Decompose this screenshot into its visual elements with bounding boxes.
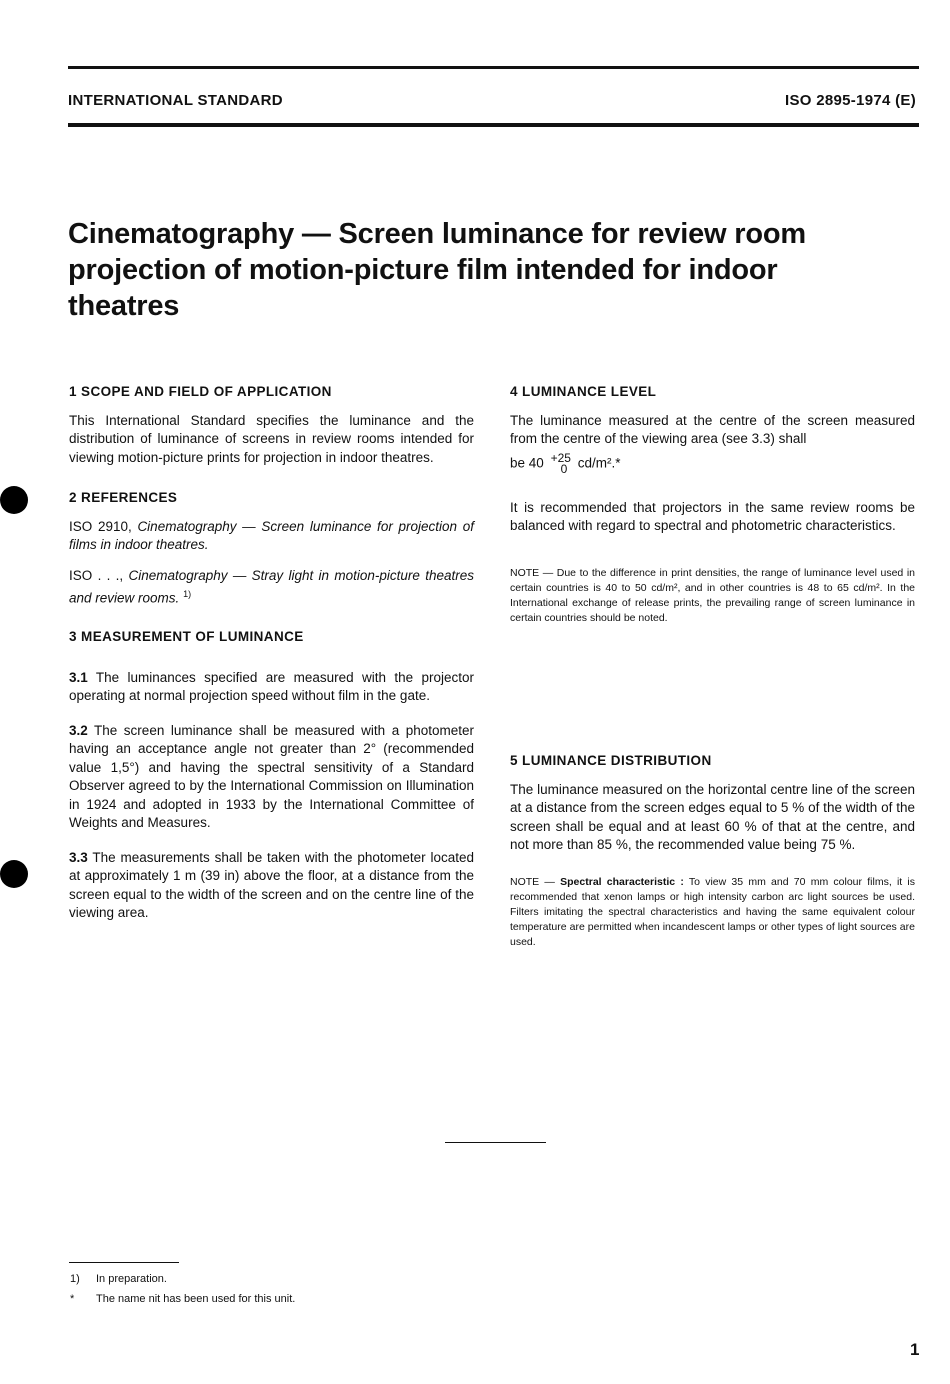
tolerance: [550, 450, 571, 476]
section-4-note: NOTE — Due to the difference in print densities, the range of luminance level used in certain countries is 40 to 50 cd/m², and in other countries is 48 to 65 cd/m². In the International exchange of release prints, the prevailing range of screen luminance in certain countries should be noted.: [510, 566, 915, 624]
left-column: [69, 383, 474, 923]
section-1-text: This International Standard specifies the luminance and the distribution of luminance of screens in review rooms intended for viewing motion-picture prints for projection in indoor theatres.: [69, 412, 474, 465]
luminance-value: [510, 450, 915, 476]
section-3-heading: 3 MEASUREMENT OF LUMINANCE: [69, 629, 304, 644]
paragraph-3-1-number: 3.1: [69, 669, 88, 685]
section-4-recommendation: It is recommended that projectors in the same review rooms be balanced with regard to spectral and photometric characteristics.: [510, 499, 915, 533]
note-prefix: NOTE —: [510, 875, 555, 888]
standard-label: INTERNATIONAL STANDARD: [68, 92, 283, 109]
paragraph-3-2: [69, 722, 474, 833]
section-2-heading: 2 REFERENCES: [69, 490, 178, 505]
paragraph-3-3-number: 3.3: [69, 849, 88, 865]
reference-1-number: ISO 2910,: [69, 518, 132, 534]
section-4-heading: 4 LUMINANCE LEVEL: [510, 384, 657, 399]
header-rule: [68, 123, 919, 127]
right-column: [510, 383, 916, 948]
paragraph-3-2-text: The screen luminance shall be measured with a photometer having an acceptance angle not greater than 2° (recommended value 1,5°) and having the spectral sensitivity of a Standard Observer agreed to by the International Commission on Illumination in 1924 and adopted in 1933 by the International Committee of Weights and Measures.: [69, 722, 474, 830]
punch-hole-lower: [0, 860, 28, 888]
section-1-heading: 1 SCOPE AND FIELD OF APPLICATION: [69, 384, 332, 399]
section-5-note: [510, 875, 915, 950]
note-bold-term: Spectral characteristic :: [560, 875, 684, 888]
reference-2-number: ISO . . .,: [69, 567, 124, 583]
reference-1-title: Cinematography — Screen luminance for projection of films in indoor theatres.: [69, 518, 474, 552]
footnote-1-text: In preparation.: [96, 1273, 167, 1285]
luminance-unit: cd/m².*: [577, 455, 621, 471]
footnote-mark-1: 1): [183, 589, 192, 599]
paragraph-3-3-text: The measurements shall be taken with the photometer located at approximately 1 m (39 in) above the floor, at a distance from the screen equal to the width of the screen and on the centre line of the viewing area.: [69, 849, 474, 920]
footnote-1: [70, 1273, 167, 1285]
top-rule: [68, 66, 919, 69]
paragraph-3-2-number: 3.2: [69, 722, 88, 738]
paragraph-3-1-text: The luminances specified are measured with the projector operating at normal projection speed without film in the gate.: [69, 669, 474, 703]
section-4: [510, 383, 915, 626]
footnote-1-mark: 1): [70, 1273, 80, 1285]
tolerance-upper: +25: [550, 450, 571, 465]
punch-hole-upper: [0, 486, 28, 514]
section-4-text: The luminance measured at the centre of the screen measured from the centre of the viewing area (see 3.3) shall: [510, 412, 915, 446]
section-3: [69, 628, 474, 923]
end-rule: [445, 1142, 546, 1143]
paragraph-3-1: [69, 669, 474, 706]
section-5-heading: 5 LUMINANCE DISTRIBUTION: [510, 753, 712, 768]
section-5: [510, 752, 915, 950]
section-5-text: The luminance measured on the horizontal centre line of the screen at a distance from the screen edges equal to 5 % of the width of the screen shall be equal and at least 60 % of that at the centre, and not more than 85 %, the recommended value being 75 %.: [510, 781, 915, 852]
tolerance-lower: 0: [560, 461, 568, 476]
reference-1: [69, 518, 474, 555]
standard-number: ISO 2895-1974 (E): [784, 92, 916, 109]
footnote-rule: [69, 1262, 179, 1263]
page-number: 1: [910, 1340, 920, 1359]
footnote-2-text: The name nit has been used for this unit.: [96, 1293, 296, 1305]
page-title: Cinematography — Screen luminance for review room projection of motion-picture film intended for indoor theatres: [68, 218, 806, 322]
reference-2-title: Cinematography — Stray light in motion-picture theatres and review rooms.: [69, 567, 474, 606]
paragraph-3-3: [69, 849, 474, 923]
footnote-2: [70, 1293, 295, 1305]
luminance-value-prefix: be 40: [510, 455, 544, 471]
section-2: [69, 489, 474, 608]
section-1: [69, 383, 474, 467]
footnote-2-mark: *: [70, 1293, 75, 1305]
note-body: To view 35 mm and 70 mm colour films, it is recommended that xenon lamps or high intensity carbon arc light sources be used. Filters imitating the spectral characteristics and having the same equivalent colour temperature are permitted when incandescent lamps or other types of light sources are used.: [510, 875, 916, 948]
reference-2: [69, 567, 474, 609]
